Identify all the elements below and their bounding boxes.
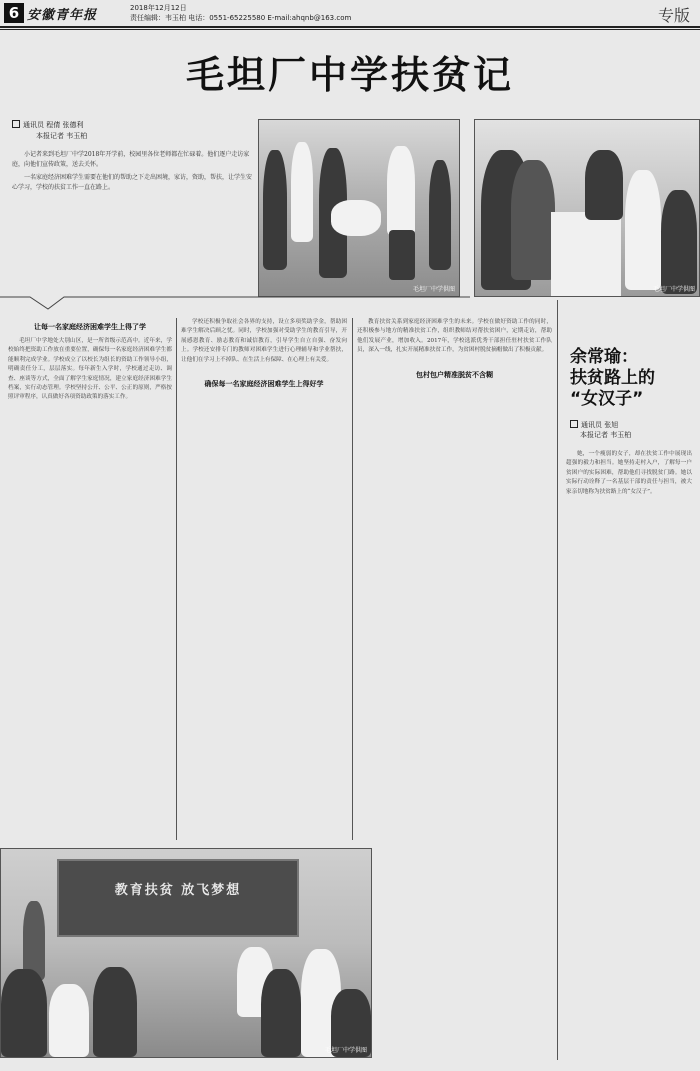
- blackboard: [57, 859, 299, 937]
- blackboard-text: 教育扶贫 放飞梦想: [114, 883, 242, 898]
- sidebar-title-line: 余常瑜：: [570, 347, 638, 367]
- zigzag-divider: [0, 295, 470, 313]
- sidebar-title-line: “女汉子”: [570, 389, 644, 409]
- subhead-3: 包村包户精准脱贫不含糊: [416, 370, 493, 379]
- article-column-2: [181, 318, 347, 843]
- sidebar-title: [570, 347, 690, 410]
- byline-box-icon: [12, 120, 20, 128]
- column-rule: [352, 318, 353, 840]
- photo-caption: 毛坦厂中学供图: [324, 1047, 367, 1054]
- article-lede: [12, 150, 252, 196]
- header-contact: 责任编辑：韦玉柏 电话：0551-65225580 E-mail:ahqnb@163.com: [130, 14, 352, 22]
- column-paragraph: 毛坦厂中学地处大别山区，是一所省级示范高中。近年来，学校始终把资助工作放在重要位置，确保每一名家庭经济困难学生都能顺利完成学业。学校成立了以校长为组长的资助工作领导小组，明确责任分工，层层落实。每年新生入学时，学校通过走访、调查、座谈等方式，全面了解学生家庭情况，建立家庭经济困难学生档案，实行动态管理。学校坚持公开、公平、公正的原则，严格按照评审程序，认真做好各项资助政策的落实工作。: [8, 338, 172, 401]
- header-meta: [130, 3, 351, 23]
- column-rule: [176, 318, 177, 840]
- sidebar-title-line: 扶贫路上的: [570, 368, 655, 388]
- sidebar-byline-1: 通讯员 张旭: [581, 421, 619, 429]
- lede-paragraph: 一名家庭经济困难学生需要在他们的帮助之下走出困境，家访，资助，帮扶，让学生安心学习，学校的扶贫工作一直在路上。: [12, 174, 253, 191]
- sidebar-paragraph: 她，一个瘦弱的女子，却在扶贫工作中展现出超强的毅力和担当。她坚持走村入户，了解每一户贫困户的实际困难，帮助他们寻找脱贫门路。她以实际行动诠释了一名基层干部的责任与担当，被大家亲切地称为扶贫路上的“女汉子”。: [566, 451, 692, 495]
- sidebar-byline-2: 本报记者 韦玉柏: [580, 431, 632, 439]
- sidebar-byline: [570, 420, 690, 440]
- column-paragraph: 教育扶贫关系到家庭经济困难学生的未来。学校在做好资助工作的同时，还积极参与地方的精准扶贫工作，组织教师结对帮扶贫困户，定期走访，帮助他们发展产业，增加收入。2017年，学校选派优秀干部担任驻村扶贫工作队员，深入一线，扎实开展精准扶贫工作，为贫困村脱贫摘帽做出了积极贡献。: [357, 319, 552, 354]
- header-rule-thin: [0, 29, 700, 30]
- photo-caption: 毛坦厂中学供图: [412, 286, 455, 293]
- photo-meeting: [474, 119, 700, 297]
- paper-name: 安徽青年报: [27, 8, 98, 23]
- subhead-1: 让每一名家庭经济困难学生上得了学: [34, 323, 146, 331]
- byline-reporters: 通讯员 程倩 张德利: [23, 121, 84, 129]
- column-rule: [557, 300, 558, 1060]
- article-column-3: [357, 318, 552, 1018]
- header-date: 2018年12月12日: [130, 4, 187, 12]
- article-column-1: [8, 318, 172, 843]
- subhead-2: 确保每一名家庭经济困难学生上得好学: [204, 380, 324, 389]
- sidebar-body: [566, 450, 692, 1050]
- article-title: 毛坦厂中学扶贫记: [185, 53, 514, 97]
- photo-classroom: [0, 848, 372, 1058]
- header-rule: [0, 26, 700, 28]
- byline-box-icon: [570, 420, 578, 428]
- page-number: 6: [4, 3, 24, 23]
- article-byline: [12, 120, 252, 142]
- photo-caption: 毛坦厂中学供图: [652, 286, 695, 293]
- lede-paragraph: 小记者来到毛坦厂中学2018年开学前，校园里各位老师都在忙碌着。他们逐户走访家庭，向他们宣传政策，送去关怀。: [12, 151, 250, 168]
- section-tag: 专版: [657, 6, 690, 25]
- column-paragraph: 学校还积极争取社会各界的支持，设立多项奖助学金，帮助困难学生解决后顾之忧。同时，学校加强对受助学生的教育引导，开展感恩教育、励志教育和诚信教育，引导学生自立自强、奋发向上。学校还安排专门的教师对困难学生进行心理辅导和学业帮扶，让他们在学习上不掉队、在生活上有保障、在心理上有关爱。: [181, 319, 347, 363]
- byline-journalist: 本报记者 韦玉柏: [36, 132, 88, 140]
- photo-volunteers: [258, 119, 460, 297]
